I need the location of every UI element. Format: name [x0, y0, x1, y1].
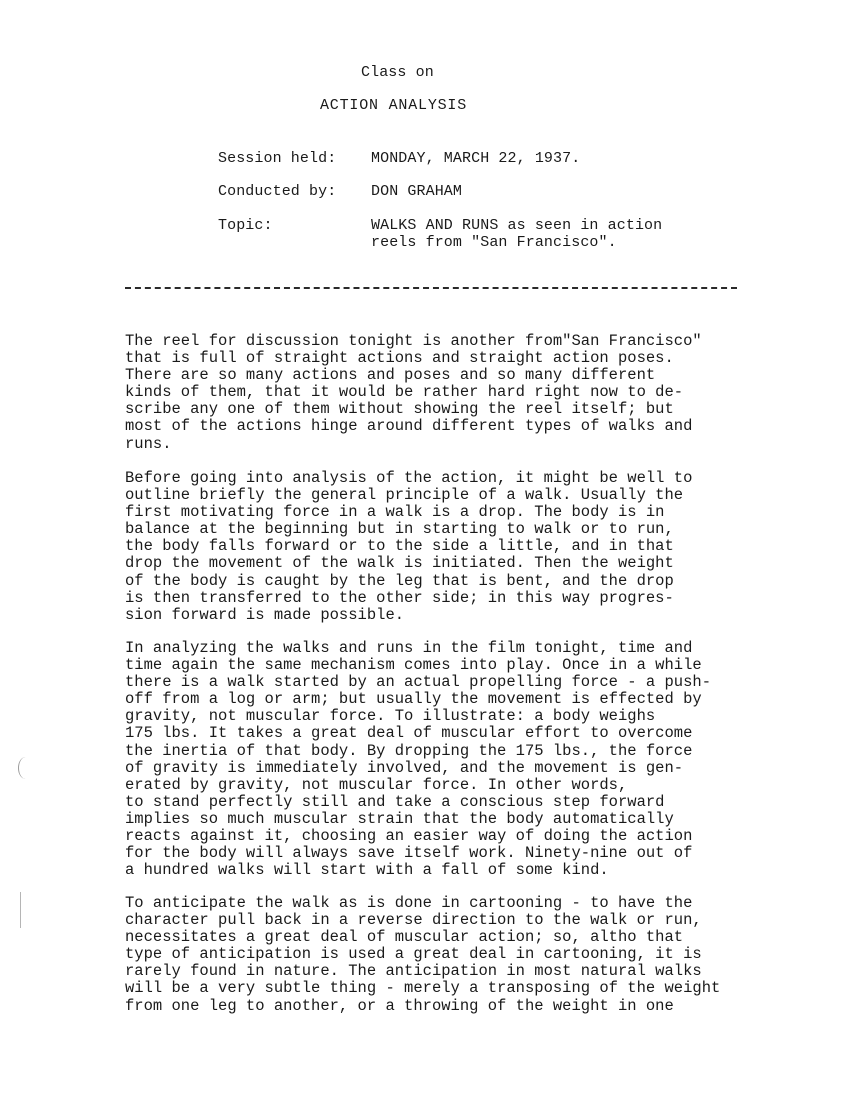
text-line: sion forward is made possible. [125, 605, 405, 624]
paragraph-analyzing [125, 640, 711, 879]
margin-scan-tick [20, 892, 21, 928]
text-line: there is a walk started by an actual propelling force - a push- [125, 673, 711, 692]
class-line: Class on [361, 64, 434, 81]
text-line: character pull back in a reverse direction to the walk or run, [125, 911, 702, 930]
text-line: that is full of straight actions and straight action poses. [125, 349, 674, 368]
text-line: kinds of them, that it would be rather hard right now to de- [125, 383, 684, 402]
text-line: a hundred walks will start with a fall of some kind. [125, 861, 609, 880]
conducted-label: Conducted by: [218, 183, 337, 200]
session-value: MONDAY, MARCH 22, 1937. [371, 150, 581, 167]
text-line: most of the actions hinge around different types of walks and [125, 417, 693, 436]
text-line: erated by gravity, not muscular force. In other words, [125, 775, 628, 794]
text-line: of gravity is immediately involved, and the movement is gen- [125, 758, 684, 777]
text-line: of the body is caught by the leg that is bent, and the drop [125, 571, 674, 590]
text-line: gravity, not muscular force. To illustrate: a body weighs [125, 707, 656, 726]
text-line: outline briefly the general principle of a walk. Usually the [125, 486, 684, 505]
text-line: to stand perfectly still and take a conscious step forward [125, 792, 665, 811]
text-line: implies so much muscular strain that the body automatically [125, 809, 674, 828]
text-line: the body falls forward or to the side a little, and in that [125, 537, 674, 556]
text-line: There are so many actions and poses and so many different [125, 366, 656, 385]
text-line: In analyzing the walks and runs in the film tonight, time and [125, 639, 693, 657]
text-line: first motivating force in a walk is a drop. The body is in [125, 503, 665, 522]
text-line: rarely found in nature. The anticipation in most natural walks [125, 962, 702, 981]
conducted-value: DON GRAHAM [371, 183, 463, 200]
text-line: Before going into analysis of the action, it might be well to [125, 469, 693, 487]
text-line: from one leg to another, or a throwing of the weight in one [125, 996, 674, 1015]
session-label: Session held: [218, 150, 337, 167]
text-line: reacts against it, choosing an easier way of doing the action [125, 827, 693, 846]
text-line: the inertia of that body. By dropping the 175 lbs., the force [125, 741, 693, 760]
paragraph-anticipation [125, 895, 720, 1015]
text-line: runs. [125, 434, 172, 453]
text-line: To anticipate the walk as is done in cartooning - to have the [125, 894, 693, 912]
dashed-divider [125, 287, 737, 289]
text-line: time again the same mechanism comes into play. Once in a while [125, 656, 702, 675]
text-line: 175 lbs. It takes a great deal of muscular effort to overcome [125, 724, 693, 743]
margin-scan-mark [18, 757, 33, 779]
text-line: for the body will always save itself work. Ninety-nine out of [125, 844, 693, 863]
topic-line: reels from "San Francisco". [371, 234, 617, 251]
topic-line: WALKS AND RUNS as seen in action [371, 217, 663, 234]
text-line: is then transferred to the other side; in this way progres- [125, 588, 674, 607]
text-line: type of anticipation is used a great deal in cartooning, it is [125, 945, 702, 964]
topic-label: Topic: [218, 217, 273, 234]
text-line: necessitates a great deal of muscular action; so, altho that [125, 928, 684, 947]
paragraph-walk-principle [125, 470, 692, 624]
document-title: ACTION ANALYSIS [320, 97, 468, 114]
text-line: scribe any one of them without showing the reel itself; but [125, 400, 674, 419]
text-line: will be a very subtle thing - merely a transposing of the weight [125, 979, 721, 998]
text-line: off from a log or arm; but usually the movement is effected by [125, 690, 702, 709]
text-line: The reel for discussion tonight is another from"San Francisco" [125, 332, 702, 350]
text-line: drop the movement of the walk is initiated. Then the weight [125, 554, 674, 573]
text-line: balance at the beginning but in starting to walk or to run, [125, 520, 674, 539]
paragraph-reel-intro [125, 333, 702, 453]
